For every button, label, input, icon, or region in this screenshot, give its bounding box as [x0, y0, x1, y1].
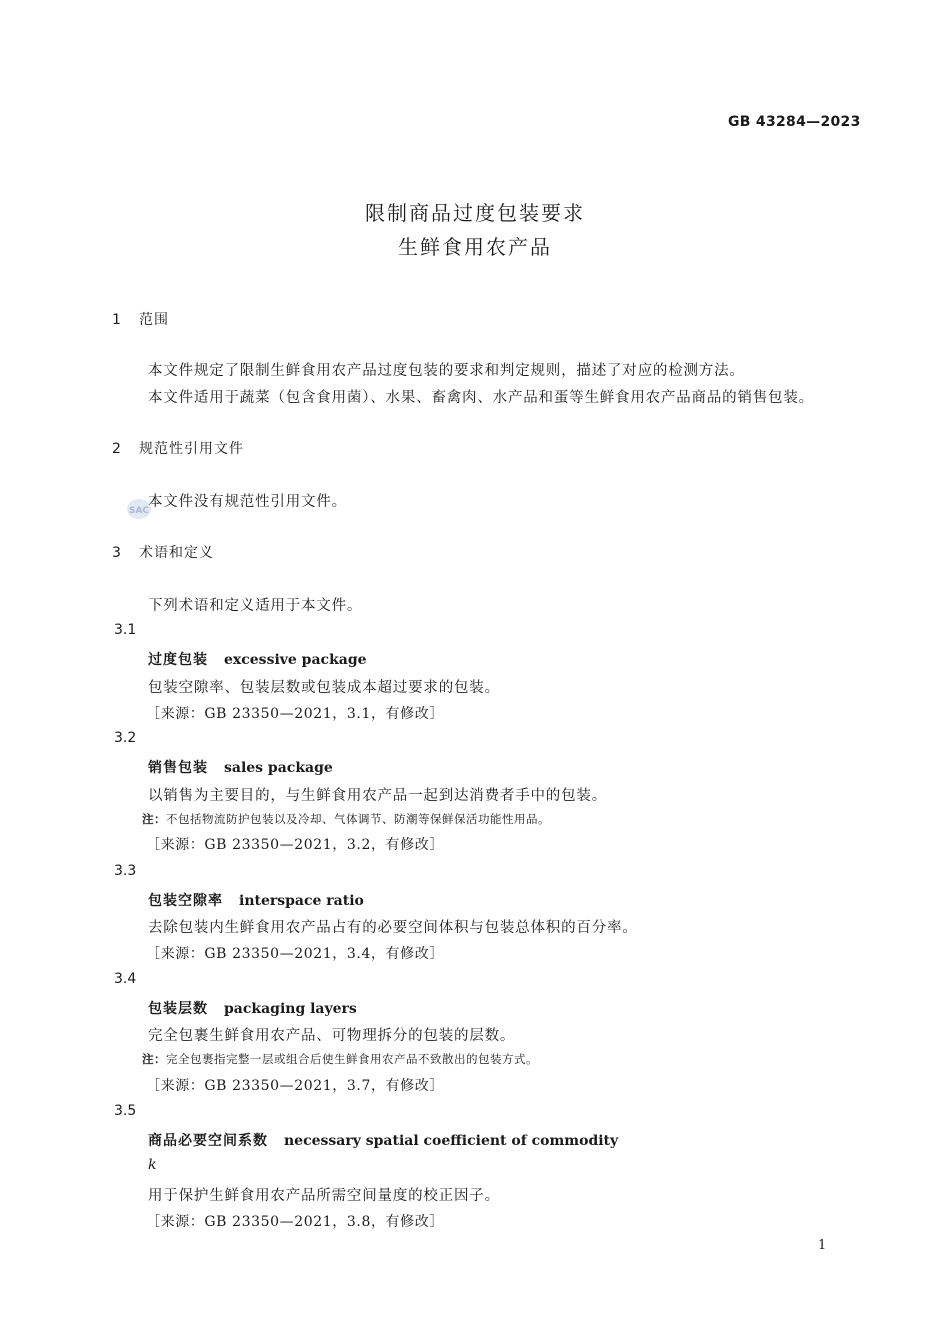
- note-label: 注：: [142, 812, 166, 826]
- note-text: 不包括物流防护包装以及冷却、气体调节、防潮等保鲜保活功能性用品。: [166, 812, 550, 826]
- term-en: interspace ratio: [239, 893, 364, 909]
- svg-text:SAC: SAC: [128, 506, 150, 516]
- paragraph: 本文件规定了限制生鲜食用农产品过度包装的要求和判定规则，描述了对应的检测方法。: [148, 363, 745, 379]
- term-source: ［来源：GB 23350—2021，3.8，有修改］: [146, 1214, 444, 1230]
- term-en: necessary spatial coefficient of commodity: [284, 1133, 619, 1149]
- term-heading: [148, 757, 333, 777]
- standard-number: GB 43284—2023: [728, 114, 861, 130]
- document-title-line-2: 生鲜食用农产品: [398, 235, 552, 259]
- term-number: 3.1: [114, 622, 137, 638]
- section-heading-normative-references: [112, 438, 244, 458]
- term-zh: 包装层数: [148, 1001, 208, 1017]
- section-number: 1: [112, 312, 121, 328]
- paragraph: 本文件没有规范性引用文件。: [148, 494, 347, 510]
- term-definition: 完全包裹生鲜食用农产品、可物理拆分的包装的层数。: [148, 1028, 516, 1044]
- section-heading-scope: [112, 309, 169, 329]
- term-en: excessive package: [224, 652, 367, 668]
- term-heading: [148, 1130, 618, 1150]
- term-en: sales package: [224, 760, 333, 776]
- term-heading: [148, 649, 367, 669]
- term-source: ［来源：GB 23350—2021，3.1，有修改］: [146, 706, 444, 722]
- section-number: 3: [112, 545, 121, 561]
- term-note: [142, 811, 550, 827]
- term-source: ［来源：GB 23350—2021，3.4，有修改］: [146, 946, 444, 962]
- note-text: 完全包裹指完整一层或组合后使生鲜食用农产品不致散出的包装方式。: [166, 1052, 538, 1066]
- term-en: packaging layers: [224, 1001, 357, 1017]
- term-definition: 用于保护生鲜食用农产品所需空间量度的校正因子。: [148, 1188, 500, 1204]
- note-label: 注：: [142, 1052, 166, 1066]
- paragraph: 下列术语和定义适用于本文件。: [148, 598, 363, 614]
- section-title: 范围: [139, 312, 169, 328]
- term-zh: 销售包装: [148, 760, 208, 776]
- term-number: 3.2: [114, 730, 137, 746]
- term-definition: 包装空隙率、包装层数或包装成本超过要求的包装。: [148, 680, 500, 696]
- term-heading: [148, 890, 364, 910]
- term-number: 3.4: [114, 971, 137, 987]
- term-note: [142, 1051, 538, 1067]
- document-title-line-1: 限制商品过度包装要求: [365, 201, 585, 225]
- term-number: 3.5: [114, 1103, 137, 1119]
- term-source: ［来源：GB 23350—2021，3.7，有修改］: [146, 1078, 444, 1094]
- term-number: 3.3: [114, 863, 137, 879]
- page-number: 1: [818, 1238, 827, 1253]
- term-zh: 商品必要空间系数: [148, 1133, 268, 1149]
- paragraph: 本文件适用于蔬菜（包含食用菌）、水果、畜禽肉、水产品和蛋等生鲜食用农产品商品的销售包装。: [148, 390, 814, 406]
- term-definition: 去除包装内生鲜食用农产品占有的必要空间体积与包装总体积的百分率。: [148, 920, 638, 936]
- term-definition: 以销售为主要目的，与生鲜食用农产品一起到达消费者手中的包装。: [148, 788, 607, 804]
- term-source: ［来源：GB 23350—2021，3.2，有修改］: [146, 837, 444, 853]
- section-number: 2: [112, 441, 121, 457]
- term-zh: 过度包装: [148, 652, 208, 668]
- section-heading-terms-and-definitions: [112, 542, 214, 562]
- section-title: 术语和定义: [139, 545, 214, 561]
- section-title: 规范性引用文件: [139, 441, 244, 457]
- term-symbol: k: [148, 1157, 157, 1173]
- term-heading: [148, 998, 357, 1018]
- term-zh: 包装空隙率: [148, 893, 223, 909]
